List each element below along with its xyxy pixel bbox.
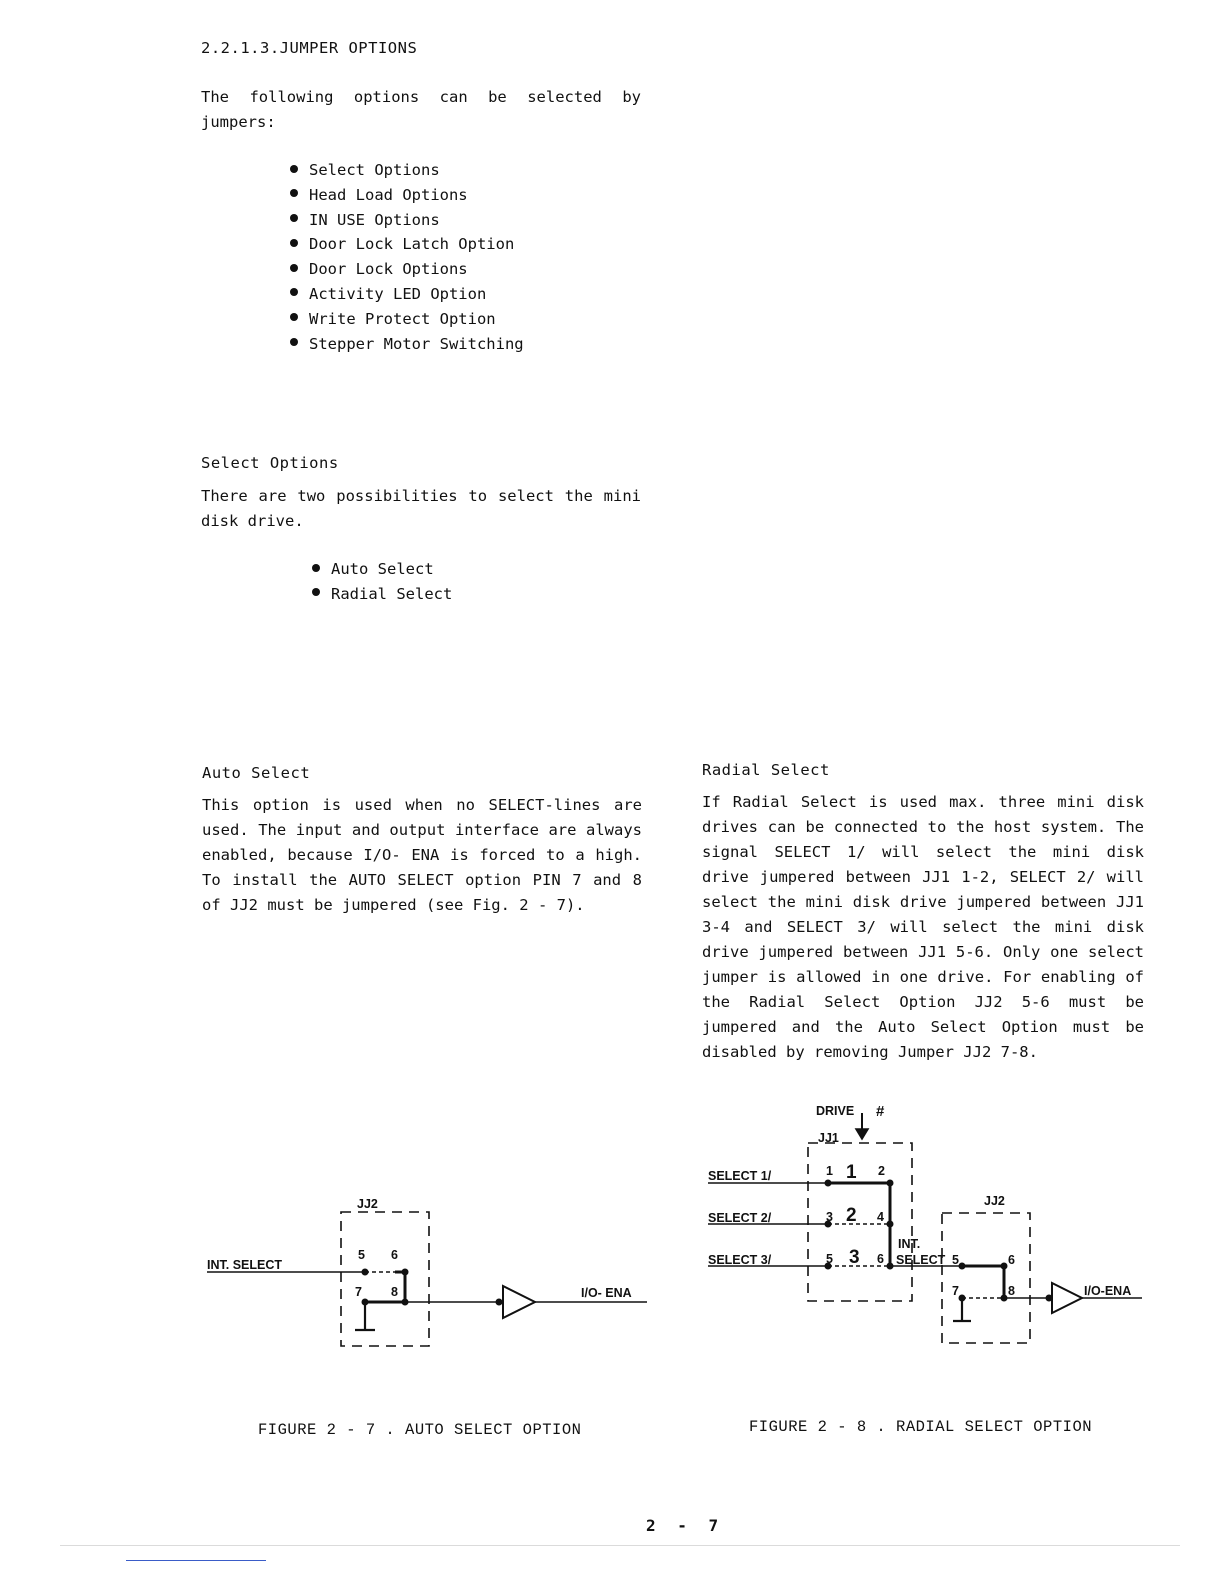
radial-select-paragraph: If Radial Select is used max. three mini disk drives can be connected to the host system. The signal SELECT 1/ will select the mini disk drive jumpered between JJ1 1-2, SELECT 2/ will select the mini disk drive jumpered between JJ1 3-4 and SELECT 3/ will select the mini disk drive jumpered between JJ1 5-6. Only one select jumper is allowed in one drive. For enabling of the Radial Select Option JJ2 5-6 must be jumpered and the Auto Select Option must be disabled by removing Jumper JJ2 7-8. bbox=[702, 793, 1144, 1061]
bullet-icon bbox=[312, 588, 320, 596]
bullet-icon bbox=[290, 239, 298, 247]
jj1-label: JJ1 bbox=[818, 1131, 839, 1145]
int-select-label: INT. SELECT bbox=[207, 1258, 283, 1272]
drive-arrow-icon bbox=[856, 1129, 868, 1139]
bullet-icon bbox=[290, 214, 298, 222]
jj1-box bbox=[808, 1143, 912, 1301]
pin6-label: 6 bbox=[391, 1248, 398, 1262]
select1-label: SELECT 1/ bbox=[708, 1169, 772, 1183]
io-ena-label: I/O-ENA bbox=[1084, 1284, 1132, 1298]
buffer-icon bbox=[1052, 1283, 1082, 1313]
auto-select-diagram bbox=[195, 1190, 665, 1360]
list-item: Write Protect Option bbox=[290, 307, 524, 332]
list-item: Door Lock Latch Option bbox=[290, 232, 524, 257]
jj2-pin6-label: 6 bbox=[1008, 1253, 1015, 1267]
jumper-options-list bbox=[290, 158, 524, 356]
pin8-label: 8 bbox=[391, 1285, 398, 1299]
buffer-icon bbox=[503, 1286, 535, 1318]
list-item: Stepper Motor Switching bbox=[290, 332, 524, 357]
scan-blue-rule bbox=[126, 1560, 266, 1561]
buffer-input-dot bbox=[496, 1299, 503, 1306]
select-options-paragraph: There are two possibilities to select the mini disk drive. bbox=[201, 487, 641, 530]
bullet-icon bbox=[312, 564, 320, 572]
drive-number-mark: # bbox=[876, 1103, 885, 1120]
bullet-icon bbox=[290, 264, 298, 272]
list-item: Activity LED Option bbox=[290, 282, 524, 307]
pin2-label: 2 bbox=[878, 1164, 885, 1178]
list-item: Auto Select bbox=[312, 557, 452, 582]
figure-2-8-caption: FIGURE 2 - 8 . RADIAL SELECT OPTION bbox=[749, 1418, 1093, 1436]
pin7-dot bbox=[362, 1299, 369, 1306]
jj2-box bbox=[341, 1212, 429, 1346]
drive1-number: 1 bbox=[846, 1162, 857, 1183]
pin5-label: 5 bbox=[358, 1248, 365, 1262]
jj2-pin5-label: 5 bbox=[952, 1253, 959, 1267]
auto-select-paragraph: This option is used when no SELECT-lines are used. The input and output interface are always enabled, because I/O- ENA is forced to a high. To install the AUTO SELECT option PIN 7 and 8 of JJ2 must be jumpered (see Fig. 2 - 7). bbox=[202, 796, 642, 914]
list-item: Select Options bbox=[290, 158, 524, 183]
jj2-box bbox=[942, 1213, 1030, 1343]
pin6-label: 6 bbox=[877, 1252, 884, 1266]
pin4-label: 4 bbox=[877, 1210, 884, 1224]
bullet-icon bbox=[290, 313, 298, 321]
drive3-number: 3 bbox=[849, 1247, 860, 1268]
drive2-number: 2 bbox=[846, 1205, 857, 1226]
list-item: Door Lock Options bbox=[290, 257, 524, 282]
select2-label: SELECT 2/ bbox=[708, 1211, 772, 1225]
bullet-icon bbox=[290, 288, 298, 296]
io-ena-label: I/O- ENA bbox=[581, 1286, 632, 1300]
jj2-label: JJ2 bbox=[357, 1197, 378, 1211]
jj2-pin8-label: 8 bbox=[1008, 1284, 1015, 1298]
figure-2-7-caption: FIGURE 2 - 7 . AUTO SELECT OPTION bbox=[258, 1421, 582, 1439]
pin5-label: 5 bbox=[826, 1252, 833, 1266]
scan-edge-line bbox=[60, 1545, 1180, 1546]
list-item: Radial Select bbox=[312, 582, 452, 607]
select-options-heading: Select Options bbox=[201, 454, 339, 472]
pin3-label: 3 bbox=[826, 1210, 833, 1224]
intro-paragraph: The following options can be selected by jumpers: bbox=[201, 88, 641, 131]
pin7-label: 7 bbox=[355, 1285, 362, 1299]
jj2-pin7-label: 7 bbox=[952, 1284, 959, 1298]
int-select-label: SELECT bbox=[896, 1253, 946, 1267]
pin1-label: 1 bbox=[826, 1164, 833, 1178]
select-modes-list bbox=[312, 557, 452, 607]
section-title: 2.2.1.3.JUMPER OPTIONS bbox=[201, 39, 418, 57]
bullet-icon bbox=[290, 338, 298, 346]
radial-select-diagram bbox=[700, 1095, 1150, 1360]
page-number: 2 - 7 bbox=[646, 1516, 725, 1535]
bullet-icon bbox=[290, 189, 298, 197]
list-item: Head Load Options bbox=[290, 183, 524, 208]
auto-select-heading: Auto Select bbox=[202, 764, 311, 782]
pin6-dot bbox=[402, 1269, 409, 1276]
drive-label: DRIVE bbox=[816, 1104, 855, 1118]
select3-label: SELECT 3/ bbox=[708, 1253, 772, 1267]
list-item: IN USE Options bbox=[290, 208, 524, 233]
int-label: INT. bbox=[898, 1237, 921, 1251]
pin5-dot bbox=[362, 1269, 369, 1276]
bullet-icon bbox=[290, 165, 298, 173]
radial-select-heading: Radial Select bbox=[702, 761, 830, 779]
jj2-label: JJ2 bbox=[984, 1194, 1005, 1208]
pin8-dot bbox=[402, 1299, 409, 1306]
